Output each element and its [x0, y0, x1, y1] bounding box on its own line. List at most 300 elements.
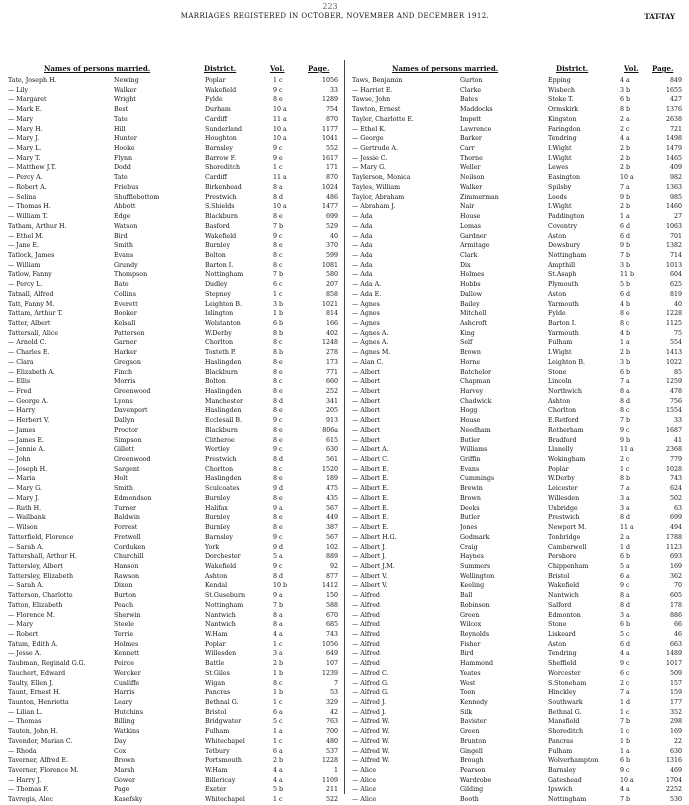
- register-entry: [352, 212, 682, 222]
- right-entries: [352, 76, 682, 805]
- register-entry: [352, 484, 682, 494]
- entry-district: Prestwich: [205, 456, 237, 464]
- entry-name: — Sarah A.: [8, 582, 44, 590]
- register-entry: [352, 513, 682, 523]
- entry-volume: 7 b: [620, 796, 631, 804]
- entry-name: — Ruth H.: [8, 504, 42, 512]
- entry-page: 66: [673, 621, 682, 629]
- entry-name: — Albert: [352, 378, 381, 386]
- entry-page: 630: [669, 747, 682, 755]
- entry-name: — Alfred W.: [352, 737, 390, 745]
- entry-volume: 1 c: [273, 640, 283, 648]
- entry-page: 2368: [665, 446, 682, 454]
- register-entry: [352, 756, 682, 766]
- entry-page: 814: [325, 310, 338, 318]
- register-entry: [352, 406, 682, 416]
- entry-volume: 2 b: [620, 145, 631, 153]
- entry-spouse-surname: Turner: [114, 504, 137, 512]
- header-vol: Vol.: [624, 64, 639, 73]
- entry-name: — Agnes: [352, 319, 380, 327]
- page-number: 223: [322, 2, 338, 11]
- entry-spouse-surname: Gardner: [460, 232, 487, 240]
- entry-spouse-surname: Neilson: [460, 174, 485, 182]
- entry-district: Wakefield: [205, 86, 237, 94]
- register-entry: [352, 795, 682, 805]
- entry-page: 599: [325, 251, 338, 259]
- entry-spouse-surname: Yeates: [460, 669, 481, 677]
- register-entry: [8, 679, 338, 689]
- entry-spouse-surname: Flynn: [114, 154, 133, 162]
- entry-spouse-surname: Brough: [460, 757, 484, 765]
- entry-page: 714: [669, 251, 682, 259]
- register-entry: [352, 358, 682, 368]
- register-entry: [8, 280, 338, 290]
- entry-volume: 1 b: [273, 669, 284, 677]
- entry-district: Dorchester: [205, 553, 241, 561]
- entry-name: — Thomas F.: [8, 786, 49, 794]
- entry-volume: 8 a: [620, 592, 630, 600]
- entry-page: 1617: [321, 154, 338, 162]
- entry-district: I.Wight: [548, 145, 572, 153]
- entry-spouse-surname: Bavister: [460, 718, 487, 726]
- entry-name: Tate, Joseph H.: [8, 77, 57, 84]
- register-entry: [352, 241, 682, 251]
- entry-spouse-surname: Shufflebottom: [114, 193, 160, 201]
- entry-page: 537: [325, 747, 338, 755]
- entry-name: — Albert C.: [352, 456, 389, 464]
- entry-name: — Alfred: [352, 650, 380, 658]
- entry-name: — Albert: [352, 417, 381, 425]
- entry-volume: 3 b: [620, 86, 631, 94]
- entry-volume: 8 e: [273, 368, 283, 376]
- entry-volume: 9 a: [273, 504, 283, 512]
- entry-spouse-surname: Evans: [114, 251, 134, 259]
- entry-name: — Albert: [352, 436, 381, 444]
- register-entry: [8, 523, 338, 533]
- entry-name: — Albert: [352, 407, 381, 415]
- entry-page: 1704: [665, 776, 682, 784]
- entry-spouse-surname: Everett: [114, 300, 138, 308]
- entry-spouse-surname: Newing: [114, 77, 139, 84]
- entry-spouse-surname: Barker: [460, 135, 482, 143]
- entry-name: — Agnes A.: [352, 339, 389, 347]
- entry-name: — William: [8, 261, 41, 269]
- entry-spouse-surname: Jones: [460, 524, 478, 532]
- entry-spouse-surname: Godmark: [460, 533, 490, 541]
- entry-district: Stone: [548, 368, 567, 376]
- entry-volume: 2 a: [620, 533, 630, 541]
- entry-spouse-surname: Nair: [460, 203, 475, 211]
- entry-district: Nantwich: [548, 592, 579, 600]
- entry-volume: 10 a: [273, 135, 287, 143]
- entry-name: — John: [8, 456, 31, 464]
- entry-district: Wolverhampton: [548, 757, 599, 765]
- entry-page: 486: [325, 193, 338, 201]
- entry-spouse-surname: Churchill: [114, 553, 144, 561]
- entry-spouse-surname: Fretwell: [114, 533, 141, 541]
- entry-district: Nottingham: [205, 271, 244, 279]
- entry-page: 1788: [665, 533, 682, 541]
- entry-spouse-surname: Butler: [460, 436, 480, 444]
- entry-spouse-surname: House: [460, 417, 481, 425]
- register-entry: [352, 445, 682, 455]
- entry-volume: 6 c: [273, 281, 283, 289]
- entry-volume: 3 b: [620, 358, 631, 366]
- entry-page: 985: [669, 193, 682, 201]
- entry-volume: 8 b: [273, 329, 284, 337]
- register-entry: [352, 533, 682, 543]
- entry-volume: 8 e: [273, 475, 283, 483]
- entry-volume: 3 a: [620, 504, 630, 512]
- register-entry: [352, 270, 682, 280]
- register-entry: [352, 251, 682, 261]
- register-entry: [8, 669, 338, 679]
- entry-spouse-surname: House: [460, 213, 481, 221]
- entry-page: 478: [669, 388, 682, 395]
- register-entry: [8, 785, 338, 795]
- entry-spouse-surname: Zimmerman: [460, 193, 499, 201]
- entry-district: Rotherham: [548, 426, 584, 434]
- register-entry: [352, 591, 682, 601]
- entry-spouse-surname: Lyons: [114, 397, 133, 405]
- entry-page: 1024: [321, 183, 338, 191]
- entry-name: — Selina: [8, 193, 37, 201]
- entry-district: Shoreditch: [205, 164, 241, 172]
- entry-volume: 1 b: [273, 689, 284, 697]
- entry-spouse-surname: Kasefsky: [114, 796, 143, 804]
- entry-volume: 8 c: [273, 251, 283, 259]
- entry-page: 1056: [321, 640, 338, 648]
- register-entry: [352, 319, 682, 329]
- entry-spouse-surname: King: [460, 329, 475, 337]
- entry-district: Chorlton: [548, 407, 577, 415]
- register-entry: [352, 163, 682, 173]
- entry-name: — Mary: [8, 115, 34, 123]
- entry-district: Bolton: [205, 251, 226, 259]
- entry-district: Nottingham: [548, 796, 587, 804]
- entry-page: 41: [673, 436, 682, 444]
- entry-spouse-surname: Steele: [114, 621, 135, 629]
- entry-name: Tauchert, Edward: [8, 669, 66, 677]
- entry-district: Ecclesall B.: [205, 417, 243, 425]
- entry-spouse-surname: Wardrobe: [460, 776, 492, 784]
- entry-spouse-surname: Thompson: [114, 271, 148, 279]
- entry-name: Tattersley, Albert: [8, 562, 63, 570]
- entry-name: Taunt, Ernest H.: [8, 689, 61, 697]
- entry-volume: 8 e: [273, 436, 283, 444]
- entry-spouse-surname: Terrie: [114, 630, 134, 638]
- entry-volume: 1 c: [273, 699, 283, 706]
- entry-district: Camberwell: [548, 543, 587, 551]
- entry-district: Sculcoates: [205, 485, 240, 493]
- entry-volume: 8 e: [273, 494, 283, 502]
- register-entry: [8, 125, 338, 135]
- entry-page: 402: [325, 329, 338, 337]
- entry-name: — Alfred: [352, 630, 380, 638]
- entry-volume: 1 c: [620, 465, 630, 473]
- entry-spouse-surname: Chapman: [460, 378, 491, 386]
- entry-page: 387: [325, 524, 338, 532]
- entry-volume: 4 a: [620, 77, 630, 84]
- entry-page: 552: [325, 145, 338, 153]
- register-entry: [8, 465, 338, 475]
- entry-volume: 2 b: [620, 203, 631, 211]
- entry-district: Llanelly: [548, 446, 574, 454]
- entry-page: 173: [325, 358, 338, 366]
- register-entry: [8, 533, 338, 543]
- register-entry: [8, 290, 338, 300]
- entry-name: Tattersall, Alice: [8, 329, 59, 337]
- entry-district: Stepney: [205, 290, 231, 298]
- entry-name: Tayler, Charlotte E.: [352, 115, 414, 123]
- entry-page: 743: [669, 475, 682, 483]
- entry-spouse-surname: Best: [114, 106, 129, 114]
- entry-volume: 8 d: [273, 193, 284, 201]
- entry-volume: 6 b: [620, 553, 631, 561]
- entry-district: Fulham: [548, 747, 573, 755]
- entry-name: — Alice: [352, 786, 377, 794]
- entry-spouse-surname: Peach: [114, 601, 134, 609]
- entry-spouse-surname: Griffin: [460, 456, 481, 464]
- entry-volume: 1 c: [273, 290, 283, 298]
- register-entry: [352, 348, 682, 358]
- entry-district: Yarmouth: [548, 300, 579, 308]
- entry-volume: 10 b: [273, 582, 288, 590]
- register-entry: [352, 581, 682, 591]
- entry-spouse-surname: Leary: [114, 699, 133, 706]
- entry-name: Tattam, Arthur T.: [8, 310, 63, 318]
- entry-page: 329: [325, 699, 338, 706]
- entry-name: — James: [8, 426, 36, 434]
- entry-district: Burnley: [205, 494, 231, 502]
- entry-page: 1022: [665, 358, 682, 366]
- header-page: Page.: [652, 64, 674, 73]
- register-entry: [352, 426, 682, 436]
- entry-page: 85: [673, 368, 682, 376]
- entry-district: Halifax: [205, 504, 228, 512]
- entry-page: 341: [325, 397, 338, 405]
- entry-volume: 7 a: [620, 183, 630, 191]
- entry-district: Bradford: [548, 436, 577, 444]
- entry-name: — Rhoda: [8, 747, 37, 755]
- entry-volume: 8 c: [620, 407, 630, 415]
- entry-spouse-surname: Walker: [114, 86, 137, 94]
- entry-page: 886: [669, 611, 682, 619]
- entry-volume: 2 c: [620, 679, 630, 687]
- entry-page: 1489: [665, 650, 682, 658]
- entry-volume: 2 b: [620, 164, 631, 172]
- entry-page: 22: [673, 737, 682, 745]
- entry-volume: 2 b: [273, 660, 284, 668]
- entry-page: 92: [329, 562, 338, 570]
- register-entry: [352, 134, 682, 144]
- entry-district: Cardiff: [205, 174, 228, 182]
- entry-name: — Agnes A.: [352, 329, 389, 337]
- entry-district: Wigan: [205, 679, 226, 687]
- entry-spouse-surname: Lomas: [460, 222, 481, 230]
- entry-volume: 10 a: [620, 776, 634, 784]
- register-entry: [352, 125, 682, 135]
- register-entry: [8, 708, 338, 718]
- header-names: Names of persons married.: [392, 64, 499, 73]
- entry-district: Birkenhead: [205, 183, 242, 191]
- entry-page: 1465: [665, 154, 682, 162]
- entry-page: 567: [325, 504, 338, 512]
- entry-district: Pershore: [548, 553, 577, 561]
- entry-page: 605: [669, 592, 682, 600]
- entry-page: 27: [673, 213, 682, 221]
- entry-spouse-surname: Marsh: [114, 767, 135, 775]
- entry-district: York: [205, 543, 220, 551]
- entry-spouse-surname: Tate: [114, 174, 128, 182]
- entry-name: — Alfred: [352, 611, 380, 619]
- register-entry: [8, 640, 338, 650]
- register-entry: [352, 504, 682, 514]
- register-entry: [352, 154, 682, 164]
- entry-name: Taunton, Henrietta: [8, 699, 69, 706]
- entry-name: — George: [352, 135, 384, 143]
- entry-page: 102: [325, 543, 338, 551]
- entry-name: Taulty, Ellen J.: [8, 679, 54, 687]
- entry-volume: 9 c: [273, 145, 283, 153]
- entry-volume: 2 c: [620, 125, 630, 133]
- entry-volume: 8 e: [273, 242, 283, 250]
- entry-name: — Jane E.: [8, 242, 39, 250]
- entry-spouse-surname: Cox: [114, 747, 127, 755]
- entry-name: — Alfred W.: [352, 718, 390, 726]
- entry-name: — Alfred G.: [352, 679, 389, 687]
- entry-page: 530: [669, 796, 682, 804]
- entry-spouse-surname: Davenport: [114, 407, 148, 415]
- register-entry: [8, 591, 338, 601]
- entry-spouse-surname: Booth: [460, 796, 479, 804]
- entry-district: Tendring: [548, 650, 577, 658]
- entry-spouse-surname: Gregson: [114, 358, 141, 366]
- entry-volume: 9 c: [620, 426, 630, 434]
- entry-volume: 11 a: [620, 524, 634, 532]
- entry-name: — Albert J.M.: [352, 562, 395, 570]
- entry-district: Leighton B.: [548, 358, 586, 366]
- entry-district: Prestwich: [548, 514, 580, 522]
- entry-page: 480: [325, 737, 338, 745]
- entry-name: Taws, Benjamin: [352, 77, 403, 84]
- entry-volume: 1 c: [273, 737, 283, 745]
- entry-volume: 9 d: [273, 485, 284, 493]
- entry-district: Newport M.: [548, 524, 587, 532]
- entry-name: — Sarah A.: [8, 543, 44, 551]
- entry-spouse-surname: Dix: [460, 261, 471, 269]
- entry-district: Sheffield: [548, 660, 577, 668]
- entry-page: 2252: [665, 786, 682, 794]
- register-entry: [352, 611, 682, 621]
- register-entry: [352, 669, 682, 679]
- entry-district: Barton I.: [548, 319, 577, 327]
- entry-page: 699: [325, 213, 338, 221]
- entry-spouse-surname: Garner: [114, 339, 137, 347]
- entry-name: — Albert E.: [352, 475, 389, 483]
- register-entry: [8, 552, 338, 562]
- column-divider: [344, 60, 345, 794]
- entry-page: 1376: [665, 106, 682, 114]
- register-entry: [8, 747, 338, 757]
- entry-volume: 1 c: [620, 728, 630, 736]
- entry-spouse-surname: Bird: [460, 650, 474, 658]
- entry-volume: 9 e: [273, 154, 283, 162]
- entry-spouse-surname: Gower: [114, 776, 135, 784]
- entry-spouse-surname: Williams: [460, 446, 488, 454]
- entry-volume: 5 c: [273, 718, 283, 726]
- entry-spouse-surname: Rawson: [114, 572, 140, 580]
- entry-name: Tauten, John H.: [8, 728, 58, 736]
- entry-volume: 9 c: [273, 533, 283, 541]
- register-entry: [352, 397, 682, 407]
- register-entry: [8, 115, 338, 125]
- entry-district: Barnsley: [205, 533, 233, 541]
- entry-name: — Margaret: [8, 96, 47, 104]
- register-entry: [8, 543, 338, 553]
- register-entry: [352, 688, 682, 698]
- entry-spouse-surname: Corduken: [114, 543, 146, 551]
- register-entry: [8, 611, 338, 621]
- entry-district: Kingston: [548, 115, 577, 123]
- entry-spouse-surname: Clark: [460, 251, 478, 259]
- entry-district: Toxteth P.: [205, 349, 236, 357]
- entry-district: W.Ham: [205, 630, 228, 638]
- entry-page: 743: [325, 630, 338, 638]
- entry-spouse-surname: Butler: [460, 514, 480, 522]
- entry-volume: 6 b: [620, 757, 631, 765]
- entry-volume: 8 d: [273, 397, 284, 405]
- entry-spouse-surname: Hammond: [460, 660, 494, 668]
- entry-district: Bristol: [205, 708, 227, 716]
- entry-page: 171: [325, 164, 338, 172]
- register-entry: [8, 445, 338, 455]
- entry-page: 53: [329, 689, 338, 697]
- entry-spouse-surname: Hogg: [460, 407, 478, 415]
- entry-volume: 2 b: [620, 154, 631, 162]
- entry-volume: 9 b: [620, 242, 631, 250]
- entry-district: Barnsley: [205, 145, 233, 153]
- entry-volume: 1 c: [273, 77, 283, 84]
- entry-district: Nantwich: [205, 621, 236, 629]
- entry-name: — Harry J.: [8, 776, 42, 784]
- entry-district: Faringdon: [548, 125, 581, 133]
- entry-district: Salford: [548, 601, 572, 609]
- entry-volume: 5 a: [273, 553, 283, 561]
- entry-volume: 8 b: [620, 475, 631, 483]
- entry-spouse-surname: Harris: [114, 689, 135, 697]
- register-entry: [8, 222, 338, 232]
- entry-volume: 6 c: [620, 669, 630, 677]
- entry-volume: 3 b: [273, 300, 284, 308]
- entry-district: Leighton B.: [205, 300, 243, 308]
- entry-name: — Alfred J.: [352, 699, 386, 706]
- entry-district: Blackburn: [205, 426, 238, 434]
- entry-district: Spilsby: [548, 183, 572, 191]
- entry-district: Blackburn: [205, 368, 238, 376]
- register-entry: [352, 193, 682, 203]
- register-entry: [8, 173, 338, 183]
- entry-volume: 11 b: [620, 271, 635, 279]
- entry-name: — Lilian L.: [8, 708, 43, 716]
- entry-volume: 4 a: [273, 630, 283, 638]
- entry-district: Battle: [205, 660, 225, 668]
- entry-name: — Mary J.: [8, 135, 40, 143]
- entry-spouse-surname: Bird: [114, 232, 128, 240]
- entry-volume: 8 b: [620, 106, 631, 114]
- entry-name: — Wilson: [8, 524, 38, 532]
- entry-page: 1228: [321, 757, 338, 765]
